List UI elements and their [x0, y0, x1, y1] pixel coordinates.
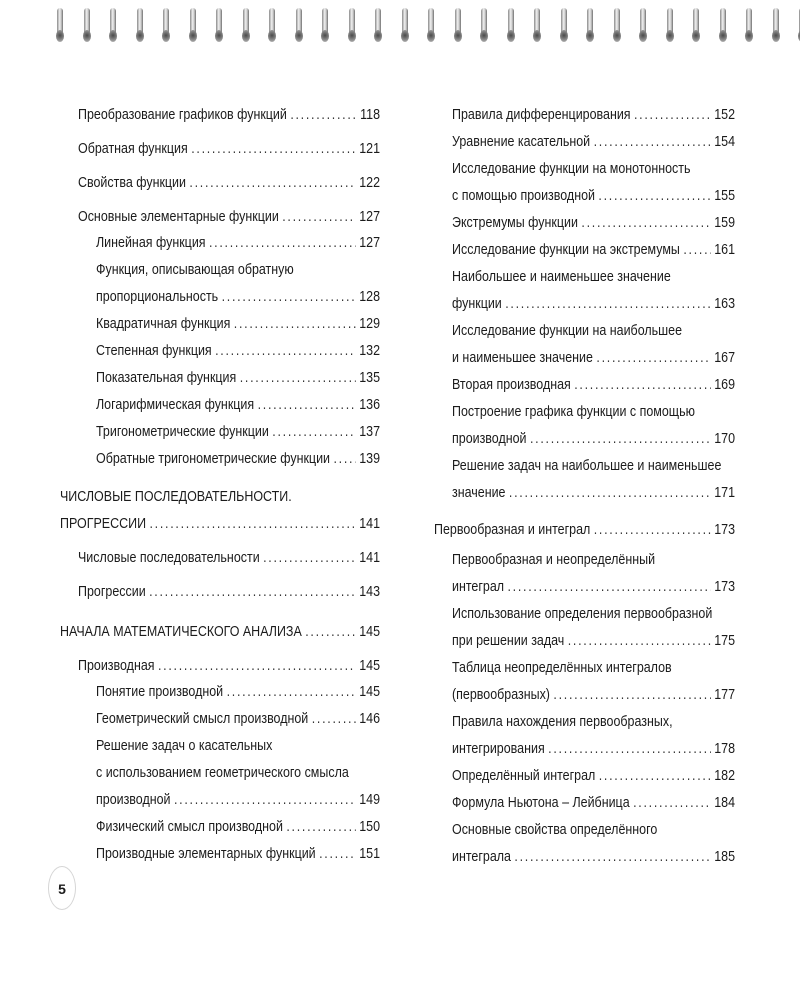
toc-entry-page: 169 — [714, 377, 736, 393]
toc-entry-title: функции — [452, 296, 502, 312]
toc-entry-page: 145 — [359, 624, 381, 640]
toc-entry[interactable] — [452, 399, 735, 453]
toc-entry[interactable] — [78, 579, 380, 606]
toc-entry-title-line: ЧИСЛОВЫЕ ПОСЛЕДОВАТЕЛЬНОСТИ. — [60, 489, 292, 505]
toc-entry-title: Тригонометрические функции — [96, 424, 269, 440]
toc-entry-page: 173 — [714, 579, 736, 595]
toc-entry[interactable] — [96, 311, 380, 338]
toc-entry-title-line: Таблица неопределённых интегралов — [452, 660, 672, 676]
toc-entry-page: 141 — [359, 516, 381, 532]
toc-entry-title-line: Наибольшее и наименьшее значение — [452, 269, 671, 285]
page-number: 5 — [48, 866, 76, 910]
toc-entry[interactable] — [452, 790, 735, 817]
toc-entry[interactable] — [78, 204, 380, 231]
toc-entry[interactable] — [78, 653, 380, 680]
toc-entry[interactable] — [96, 419, 380, 446]
spiral-ring — [586, 8, 594, 44]
toc-entry[interactable] — [452, 102, 735, 129]
toc-entry-title: Квадратичная функция — [96, 316, 231, 332]
toc-entry-title: Определённый интеграл — [452, 768, 596, 784]
toc-entry-title: Основные элементарные функции — [78, 209, 279, 225]
toc-entry-page: 129 — [359, 316, 381, 332]
toc-entry[interactable] — [78, 545, 380, 572]
toc-entry-title: Понятие производной — [96, 684, 224, 700]
toc-entry-page: 155 — [714, 188, 736, 204]
spiral-ring — [162, 8, 170, 44]
toc-entry-page: 167 — [714, 350, 736, 366]
toc-entry-page: 177 — [714, 687, 736, 703]
toc-entry-page: 118 — [360, 107, 381, 123]
toc-entry-title: Формула Ньютона – Лейбница — [452, 795, 630, 811]
toc-entry-page: 136 — [359, 397, 381, 413]
spiral-ring — [215, 8, 223, 44]
toc-entry[interactable] — [96, 814, 380, 841]
spiral-ring — [83, 8, 91, 44]
toc-entry-page: 128 — [359, 289, 381, 305]
toc-entry[interactable] — [96, 733, 380, 814]
toc-entry-page: 127 — [359, 209, 381, 225]
toc-entry-page: 139 — [359, 451, 381, 467]
spiral-ring — [454, 8, 462, 44]
toc-entry-title-line: Использование определения первообразной — [452, 606, 713, 622]
spiral-ring — [242, 8, 250, 44]
toc-entry-title: с помощью производной — [452, 188, 595, 204]
toc-entry-page: 141 — [359, 550, 381, 566]
toc-entry-page: 146 — [359, 711, 381, 727]
toc-entry[interactable] — [452, 709, 735, 763]
toc-entry-title: ПРОГРЕССИИ — [60, 516, 147, 532]
spiral-ring — [427, 8, 435, 44]
spiral-ring — [507, 8, 515, 44]
toc-entry-title: Вторая производная — [452, 377, 571, 393]
spiral-ring — [745, 8, 753, 44]
toc-entry-page: 154 — [714, 134, 736, 150]
toc-entry[interactable] — [452, 129, 735, 156]
toc-entry-title: Геометрический смысл производной — [96, 711, 309, 727]
toc-entry[interactable] — [452, 264, 735, 318]
spiral-ring — [56, 8, 64, 44]
toc-entry-page: 173 — [714, 522, 736, 538]
toc-entry-page: 182 — [714, 768, 736, 784]
toc-entry-title: Прогрессии — [78, 584, 146, 600]
toc-entry[interactable] — [78, 102, 380, 129]
toc-entry-page: 170 — [714, 431, 736, 447]
toc-entry-title-line: Построение графика функции с помощью — [452, 404, 695, 420]
toc-entry[interactable] — [96, 706, 380, 733]
toc-entry-title: интеграл — [452, 579, 505, 595]
toc-entry-title-line: Первообразная и неопределённый — [452, 552, 656, 568]
toc-entry-page: 163 — [714, 296, 736, 312]
spiral-binding — [0, 0, 800, 48]
toc-entry-page: 127 — [359, 235, 381, 251]
toc-entry-title: значение — [452, 485, 506, 501]
toc-entry[interactable] — [96, 446, 380, 473]
toc-entry-title-line: Правила нахождения первообразных, — [452, 714, 673, 730]
toc-entry[interactable] — [452, 655, 735, 709]
spiral-ring — [136, 8, 144, 44]
toc-entry-title: Обратные тригонометрические функции — [96, 451, 331, 467]
toc-entry-title-line: с использованием геометрического смысла — [96, 765, 349, 781]
toc-entry[interactable] — [452, 237, 735, 264]
toc-entry-page: 145 — [359, 684, 381, 700]
toc-entry[interactable] — [452, 372, 735, 399]
toc-entry[interactable] — [434, 517, 735, 544]
toc-entry-page: 161 — [714, 242, 736, 258]
toc-entry-title: Числовые последовательности — [78, 550, 260, 566]
toc-entry-page: 143 — [359, 584, 381, 600]
spiral-ring — [692, 8, 700, 44]
spiral-ring — [533, 8, 541, 44]
spiral-ring — [560, 8, 568, 44]
toc-entry-title-line: Решение задач на наибольшее и наименьшее — [452, 458, 722, 474]
toc-entry-page: 122 — [359, 175, 381, 191]
toc-entry-title: Показательная функция — [96, 370, 237, 386]
toc-entry-page: 137 — [359, 424, 381, 440]
toc-entry[interactable] — [96, 841, 380, 868]
spiral-ring — [321, 8, 329, 44]
toc-entry[interactable] — [96, 679, 380, 706]
toc-entry-page: 132 — [359, 343, 381, 359]
spiral-ring — [109, 8, 117, 44]
toc-entry-page: 171 — [714, 485, 736, 501]
toc-entry-title: Обратная функция — [78, 141, 188, 157]
toc-entry[interactable] — [452, 210, 735, 237]
toc-entry-title: Производные элементарных функций — [96, 846, 316, 862]
spiral-ring — [666, 8, 674, 44]
toc-entry-page: 184 — [714, 795, 736, 811]
toc-entry-title: Экстремумы функции — [452, 215, 578, 231]
toc-entry[interactable] — [452, 601, 735, 655]
toc-entry[interactable] — [96, 392, 380, 419]
spiral-ring — [772, 8, 780, 44]
toc-entry-title: при решении задач — [452, 633, 565, 649]
spiral-ring — [295, 8, 303, 44]
toc-entry-title: пропорциональность — [96, 289, 219, 305]
toc-entry-title: Физический смысл производной — [96, 819, 283, 835]
spiral-ring — [480, 8, 488, 44]
toc-entry-page: 121 — [359, 141, 381, 157]
toc-entry-page: 152 — [714, 107, 736, 123]
toc-entry[interactable] — [452, 817, 735, 871]
toc-entry[interactable] — [96, 257, 380, 311]
toc-entry-title: Правила дифференцирования — [452, 107, 631, 123]
toc-entry[interactable] — [452, 763, 735, 790]
toc-entry-page: 135 — [359, 370, 381, 386]
toc-entry-title: Степенная функция — [96, 343, 212, 359]
toc-entry-title: интегрирования — [452, 741, 545, 757]
toc-entry-page: 149 — [359, 792, 381, 808]
toc-entry-title: Преобразование графиков функций — [78, 107, 287, 123]
toc-entry[interactable] — [96, 230, 380, 257]
spiral-ring — [613, 8, 621, 44]
toc-entry-title: и наименьшее значение — [452, 350, 593, 366]
toc-entry-title: производной — [452, 431, 527, 447]
toc-entry[interactable] — [78, 136, 380, 163]
spiral-ring — [348, 8, 356, 44]
toc-entry-page: 150 — [359, 819, 381, 835]
toc-entry[interactable] — [452, 156, 735, 210]
toc-entry-page: 145 — [359, 658, 381, 674]
toc-section-heading[interactable] — [60, 484, 380, 538]
toc-entry-title-line: Основные свойства определённого — [452, 822, 658, 838]
toc-section-heading[interactable] — [60, 619, 380, 646]
toc-entry[interactable] — [96, 365, 380, 392]
toc-entry-page: 175 — [714, 633, 736, 649]
toc-entry[interactable] — [452, 318, 735, 372]
toc-entry-page: 151 — [359, 846, 381, 862]
toc-entry-title: Производная — [78, 658, 155, 674]
toc-entry-page: 185 — [714, 849, 736, 865]
toc-entry-title-line: Исследование функции на монотонность — [452, 161, 691, 177]
toc-entry-title: производной — [96, 792, 171, 808]
toc-entry-page: 178 — [714, 741, 736, 757]
toc-entry[interactable] — [452, 547, 735, 601]
spiral-ring — [268, 8, 276, 44]
toc-entry-title-line: Решение задач о касательных — [96, 738, 273, 754]
toc-entry-title: Уравнение касательной — [452, 134, 591, 150]
spiral-ring — [719, 8, 727, 44]
toc-entry[interactable] — [78, 170, 380, 197]
toc-entry-title: Линейная функция — [96, 235, 206, 251]
toc-entry-title-line: Функция, описывающая обратную — [96, 262, 294, 278]
toc-entry-title: (первообразных) — [452, 687, 550, 703]
spiral-ring — [639, 8, 647, 44]
toc-entry-title: интеграла — [452, 849, 511, 865]
toc-entry-title: Свойства функции — [78, 175, 186, 191]
toc-entry-page: 159 — [714, 215, 736, 231]
toc-entry-title: Первообразная и интеграл — [434, 522, 591, 538]
toc-entry-title-line: Исследование функции на наибольшее — [452, 323, 683, 339]
toc-entry[interactable] — [452, 453, 735, 507]
toc-entry-title: Исследование функции на экстремумы — [452, 242, 680, 258]
spiral-ring — [189, 8, 197, 44]
toc-entry[interactable] — [96, 338, 380, 365]
spiral-ring — [374, 8, 382, 44]
toc-entry-title: НАЧАЛА МАТЕМАТИЧЕСКОГО АНАЛИЗА — [60, 624, 302, 640]
toc-entry-title: Логарифмическая функция — [96, 397, 255, 413]
spiral-ring — [401, 8, 409, 44]
